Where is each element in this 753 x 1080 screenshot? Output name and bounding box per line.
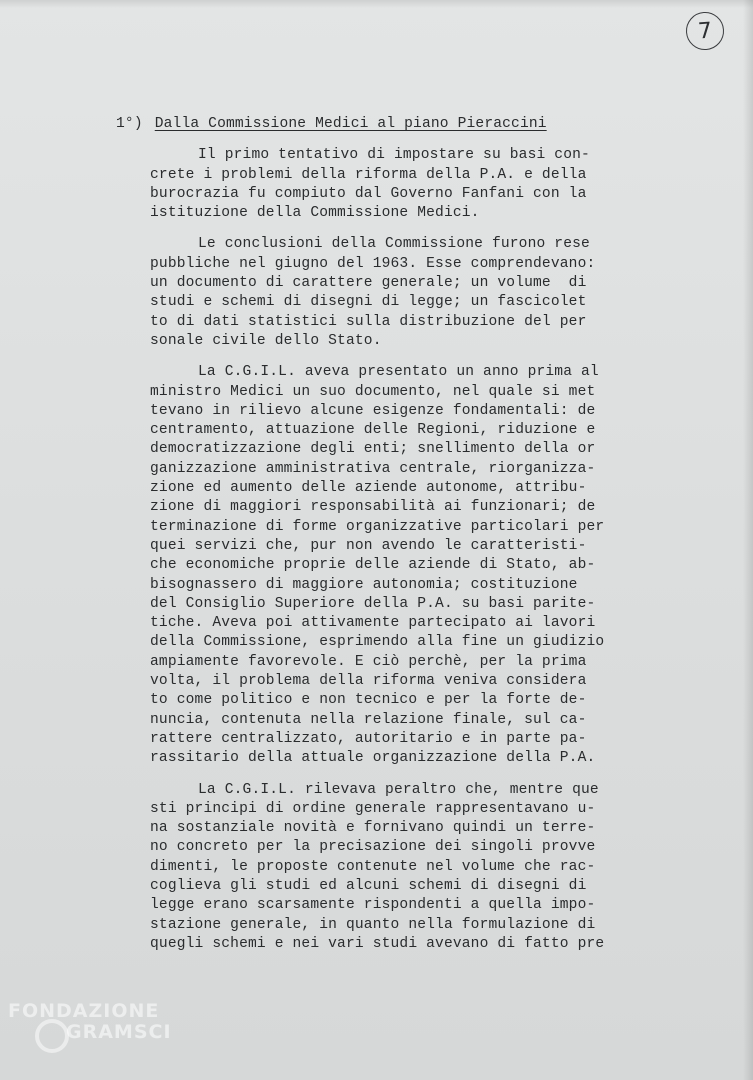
text-line: rassitario della attuale organizzazione della P.A. [150, 750, 596, 767]
text-line: bisognassero di maggiore autonomia; costituzione [150, 576, 578, 593]
document-body [116, 115, 620, 966]
watermark-line-2: GRAMSCI [66, 1021, 172, 1043]
text-line: ganizzazione amministrativa centrale, riorganizza- [150, 460, 596, 477]
page-number-circle [685, 11, 726, 52]
watermark-line-1: FONDAZIONE [8, 1000, 160, 1022]
text-line: dimenti, le proposte contenute nel volume che rac- [150, 858, 596, 875]
paragraph [150, 235, 620, 351]
section-heading [116, 115, 620, 134]
text-line: La C.G.I.L. aveva presentato un anno prima al [198, 364, 599, 381]
text-line: to di dati statistici sulla distribuzione del per [150, 313, 587, 330]
text-line: La C.G.I.L. rilevava peraltro che, mentre que [198, 781, 599, 798]
text-line: zione di maggiori responsabilità ai funzionari; de [150, 499, 596, 516]
text-line: crete i problemi della riforma della P.A. e della [150, 166, 587, 183]
text-line: pubbliche nel giugno del 1963. Esse comprendevano: [150, 255, 596, 272]
text-line: no concreto per la precisazione dei singoli provve [150, 839, 596, 856]
text-line: sti principi di ordine generale rappresentavano u- [150, 800, 596, 817]
text-line: ministro Medici un suo documento, nel quale si met [150, 383, 596, 400]
text-line: quei servizi che, pur non avendo le caratteristi- [150, 537, 587, 554]
text-line: na sostanziale novità e fornivano quindi un terre- [150, 820, 596, 837]
text-line: zione ed aumento delle aziende autonome, attribu- [150, 480, 587, 497]
text-line: rattere centralizzato, autoritario e in parte pa- [150, 730, 587, 747]
paragraph [150, 363, 620, 768]
text-line: della Commissione, esprimendo alla fine un giudizio [150, 634, 605, 651]
fondazione-gramsci-watermark [4, 1000, 194, 1070]
text-line: democratizzazione degli enti; snellimento della or [150, 441, 596, 458]
text-line: sonale civile dello Stato. [150, 332, 382, 349]
text-line: legge erano scarsamente rispondenti a quella impo- [150, 897, 596, 914]
text-line: del Consiglio Superiore della P.A. su basi parite- [150, 595, 596, 612]
paragraph [150, 781, 620, 955]
text-line: Le conclusioni della Commissione furono rese [198, 236, 590, 253]
text-line: Il primo tentativo di impostare su basi con- [198, 147, 590, 164]
show-through-ghost-top: ​ [16, 20, 24, 71]
text-line: stazione generale, in quanto nella formulazione di [150, 916, 596, 933]
section-number: 1°) [116, 116, 143, 132]
text-line: istituzione della Commissione Medici. [150, 205, 480, 222]
text-line: coglieva gli studi ed alcuni schemi di disegni di [150, 877, 587, 894]
text-line: tiche. Aveva poi attivamente partecipato ai lavori [150, 615, 596, 632]
text-line: che economiche proprie delle aziende di Stato, ab- [150, 557, 596, 574]
text-line: volta, il problema della riforma veniva considera [150, 673, 587, 690]
text-line: terminazione di forme organizzative particolari per [150, 518, 605, 535]
text-line: studi e schemi di disegni di legge; un fascicolet [150, 294, 587, 311]
page-number: 7 [697, 18, 713, 44]
paragraph [150, 146, 620, 223]
text-line: centramento, attuazione delle Regioni, riduzione e [150, 422, 596, 439]
scan-shadow-top [0, 0, 753, 8]
text-line: to come politico e non tecnico e per la forte de- [150, 692, 587, 709]
section-title: Dalla Commissione Medici al piano Pieraccini [154, 116, 547, 132]
paragraphs [150, 146, 620, 954]
text-line: un documento di carattere generale; un volume di [150, 275, 587, 292]
text-line: tevano in rilievo alcune esigenze fondamentali: de [150, 402, 596, 419]
text-line: quegli schemi e nei vari studi avevano di fatto pre [150, 935, 605, 952]
text-line: ampiamente favorevole. E ciò perchè, per la prima [150, 653, 587, 670]
text-line: nuncia, contenuta nella relazione finale, sul ca- [150, 711, 587, 728]
scan-shadow-right [743, 0, 753, 1080]
text-line: burocrazia fu compiuto dal Governo Fanfani con la [150, 185, 587, 202]
